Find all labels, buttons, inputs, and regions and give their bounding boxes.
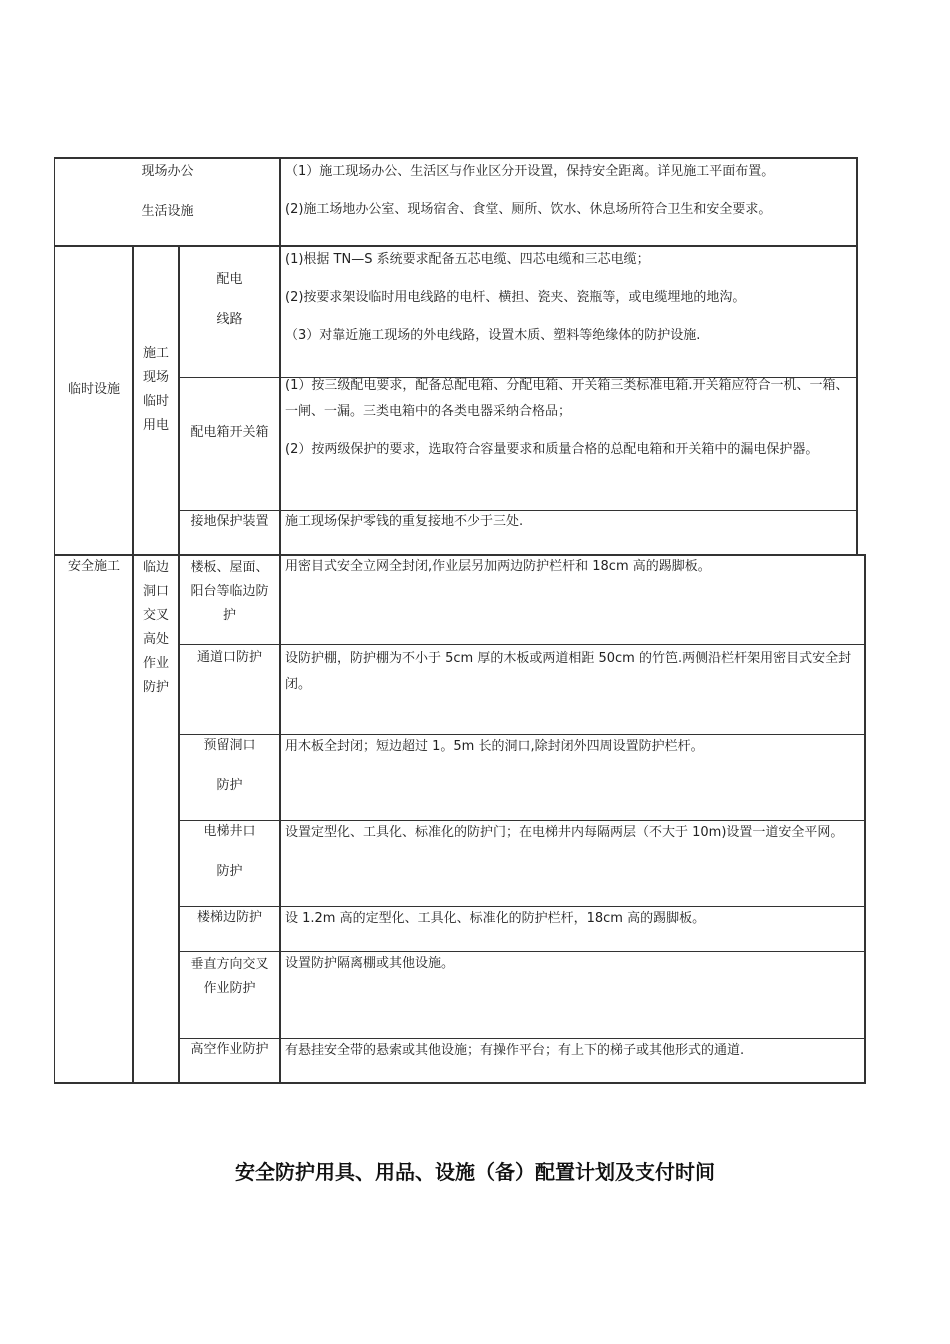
section-title: 安全防护用具、用品、设施（备）配置计划及支付时间 — [235, 1160, 715, 1184]
reserved-opening-protection-description: 用木板全封闭；短边超过 1。5m 长的洞口,除封闭外四周设置防护栏杆。 — [285, 739, 704, 754]
description-text: (1)根据 TN—S 系统要求配备五芯电缆、四芯电缆和三芯电缆； — [285, 252, 650, 267]
stair-edge-protection-label — [180, 906, 279, 930]
label-line: 线路 — [216, 312, 243, 327]
table-border-right — [856, 157, 858, 556]
stair-edge-protection-description: 设 1.2m 高的定型化、工具化、标准化的防护栏杆，18cm 高的踢脚板。 — [285, 911, 706, 926]
edge-opening-protection-label — [134, 556, 178, 700]
label-line: 防护 — [216, 864, 243, 879]
label-line: 防护 — [216, 778, 243, 793]
description-text: (2）按两级保护的要求，选取符合容量要求和质量合格的总配电箱和开关箱中的漏电保护器。 — [285, 442, 819, 457]
floor-edge-protection-description: 用密目式安全立网全封闭,作业层另加两边防护栏杆和 18cm 高的踢脚板。 — [285, 559, 711, 574]
grounding-label: 接地保护装置 — [190, 514, 269, 529]
sub-label-line: 防护 — [142, 680, 169, 695]
label-line: 垂直方向交叉 — [190, 957, 269, 972]
description-text: （3）对靠近施工现场的外电线路，设置木质、塑料等绝缘体的防护设施. — [285, 328, 701, 343]
description-text: (1）按三级配电要求，配备总配电箱、分配电箱、开关箱三类标准电箱.开关箱应符合一机、一箱、一闸、一漏。三类电箱中的各类电器采纳合格品； — [285, 378, 849, 419]
label-line: 高空作业防护 — [190, 1042, 269, 1057]
floor-edge-protection-label — [180, 556, 279, 628]
sub-label-line: 临边 — [142, 560, 169, 575]
table-border-bottom — [54, 1082, 866, 1084]
label-line: 配电 — [216, 272, 243, 287]
label-line: 楼板、屋面、 — [190, 560, 269, 575]
sub-label-line: 现场 — [142, 370, 169, 385]
description-text: (2)按要求架设临时用电线路的电杆、横担、瓷夹、瓷瓶等，或电缆埋地的地沟。 — [285, 290, 746, 305]
label-line: 护 — [222, 608, 236, 623]
office-label-line: 现场办公 — [141, 164, 194, 179]
description-text: （1）施工现场办公、生活区与作业区分开设置，保持安全距离。详见施工平面布置。 — [285, 164, 775, 179]
vertical-cross-work-protection-label — [180, 953, 279, 1001]
row-divider — [178, 644, 866, 645]
switchbox-label: 配电箱开关箱 — [190, 425, 269, 440]
temporary-power-label — [134, 342, 178, 438]
sub-label-line: 高处 — [142, 632, 169, 647]
passage-protection-description: 设防护棚，防护棚为不小于 5cm 厚的木板或两道相距 50cm 的竹笆.两侧沿栏杆架用密目式安全封闭。 — [285, 651, 852, 692]
label-line: 阳台等临边防 — [190, 584, 269, 599]
label-line: 预留洞口 — [203, 738, 256, 753]
description-text: (2)施工场地办公室、现场宿舍、食堂、厕所、饮水、休息场所符合卫生和安全要求。 — [285, 202, 772, 217]
switchbox-description — [282, 373, 856, 475]
reserved-opening-protection-label — [180, 734, 279, 798]
table-border-right — [864, 554, 866, 1084]
vertical-cross-work-protection-description: 设置防护隔离棚或其他设施。 — [285, 956, 455, 971]
high-altitude-work-protection-description: 有悬挂安全带的悬索或其他设施；有操作平台；有上下的梯子或其他形式的通道. — [285, 1043, 745, 1058]
grounding-description: 施工现场保护零钱的重复接地不少于三处. — [285, 514, 524, 529]
elevator-shaft-protection-label — [180, 820, 279, 884]
label-line: 通道口防护 — [196, 650, 262, 665]
sub-label-line: 用电 — [142, 418, 169, 433]
sub-label-line: 临时 — [142, 394, 169, 409]
distribution-lines-description — [282, 247, 856, 361]
label-line: 作业防护 — [203, 981, 256, 996]
sub-label-line: 作业 — [142, 656, 169, 671]
distribution-lines-label — [180, 268, 279, 332]
sub-label-line: 交叉 — [142, 608, 169, 623]
high-altitude-work-protection-label — [180, 1038, 279, 1062]
office-living-description — [282, 159, 856, 245]
label-line: 电梯井口 — [203, 824, 256, 839]
table-border-left — [54, 157, 55, 1084]
office-living-label — [56, 159, 279, 245]
temporary-facilities-label: 临时设施 — [67, 382, 120, 397]
column-divider — [279, 157, 281, 1084]
office-label-line: 生活设施 — [141, 204, 194, 219]
sub-label-line: 施工 — [142, 346, 169, 361]
safe-construction-label: 安全施工 — [67, 559, 120, 574]
sub-label-line: 洞口 — [142, 584, 169, 599]
elevator-shaft-protection-description: 设置定型化、工具化、标准化的防护门；在电梯井内每隔两层（不大于 10m)设置一道安全平网。 — [285, 825, 844, 840]
label-line: 楼梯边防护 — [196, 910, 262, 925]
passage-protection-label — [180, 646, 279, 670]
